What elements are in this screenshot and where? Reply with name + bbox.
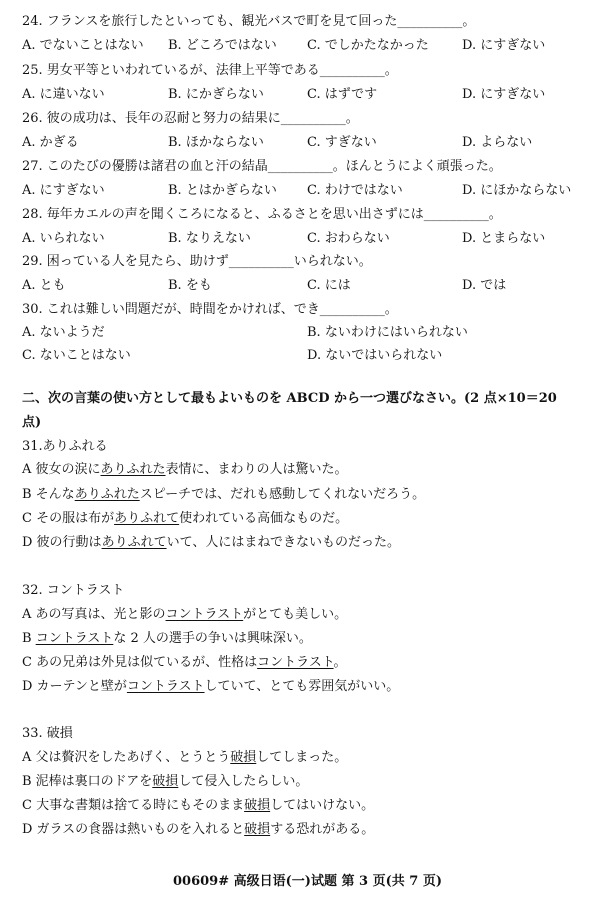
option-a: A. にすぎない xyxy=(22,183,105,198)
usage-option: A あの写真は、光と影のコントラストがとても美しい。 xyxy=(22,607,348,622)
option-d: D. とまらない xyxy=(462,231,546,246)
target-word: 破損 xyxy=(244,822,271,837)
option-b: B. ないわけにはいられない xyxy=(307,325,468,340)
target-word: ありふれて xyxy=(114,511,180,526)
question-25: 25. 男女平等といわれているが、法律上平等である__________。 xyxy=(22,63,398,78)
option-c: C. すぎない xyxy=(307,135,377,150)
target-word: 破損 xyxy=(244,798,271,813)
usage-option: C あの兄弟は外見は似ているが、性格はコントラスト。 xyxy=(22,655,347,670)
section-2-heading-cont: 点) xyxy=(22,415,42,430)
target-word: コントラスト xyxy=(257,655,334,670)
option-d: D. にほかならない xyxy=(462,183,572,198)
target-word: 破損 xyxy=(152,774,179,789)
usage-option: A 父は贅沢をしたあげく、とうとう破損してしまった。 xyxy=(22,750,348,765)
usage-option: A 彼女の涙にありふれた表情に、まわりの人は驚いた。 xyxy=(22,462,348,477)
option-b: B. なりえない xyxy=(168,231,251,246)
option-d: D. にすぎない xyxy=(462,38,546,53)
usage-option: B コントラストな 2 人の選手の争いは興味深い。 xyxy=(22,631,312,646)
usage-option: B 泥棒は裏口のドアを破損して侵入したらしい。 xyxy=(22,774,309,789)
option-d: D. にすぎない xyxy=(462,87,546,102)
question-24: 24. フランスを旅行したといっても、観光バスで町を見て回った__________。 xyxy=(22,14,476,29)
option-c: C. には xyxy=(307,278,351,293)
usage-option: C 大事な書類は捨てる時にもそのまま破損してはいけない。 xyxy=(22,798,375,813)
question-29: 29. 困っている人を見たら、助けず__________いられない。 xyxy=(22,254,372,269)
option-b: B. をも xyxy=(168,278,212,293)
option-a: A. かぎる xyxy=(22,135,79,150)
option-b: B. ほかならない xyxy=(168,135,264,150)
target-word: コントラスト xyxy=(165,607,244,622)
question-32-title: 32. コントラスト xyxy=(22,583,125,598)
option-a: A. とも xyxy=(22,278,66,293)
option-a: A. いられない xyxy=(22,231,105,246)
option-c: C. でしかたなかった xyxy=(307,38,429,53)
question-33-title: 33. 破損 xyxy=(22,726,73,741)
question-28: 28. 毎年カエルの声を聞くころになると、ふるさとを思い出さずには__________。 xyxy=(22,207,502,222)
option-d: D. ないではいられない xyxy=(307,348,443,363)
target-word: ありふれて xyxy=(101,535,167,550)
target-word: ありふれた xyxy=(74,487,140,502)
target-word: コントラスト xyxy=(35,631,114,646)
usage-option: B そんなありふれたスピーチでは、だれも感動してくれないだろう。 xyxy=(22,487,426,502)
target-word: 破損 xyxy=(230,750,257,765)
option-d: D. よらない xyxy=(462,135,533,150)
usage-option: D ガラスの食器は熱いものを入れると破損する恐れがある。 xyxy=(22,822,375,837)
option-a: A. ないようだ xyxy=(22,325,105,340)
target-word: ありふれた xyxy=(100,462,166,477)
section-2-heading: 二、次の言葉の使い方として最もよいものを ABCD から一つ選びなさい。(2 点×10＝20 xyxy=(22,391,557,406)
option-c: C. おわらない xyxy=(307,231,390,246)
question-30: 30. これは難しい問題だが、時間をかければ、でき__________。 xyxy=(22,302,398,317)
option-d: D. では xyxy=(462,278,507,293)
option-c: C. はずです xyxy=(307,87,378,102)
option-c: C. ないことはない xyxy=(22,348,131,363)
page-footer: 00609# 高级日语(一)试题 第 3 页(共 7 页) xyxy=(173,874,442,889)
option-b: B. どころではない xyxy=(168,38,277,53)
option-c: C. わけではない xyxy=(307,183,403,198)
option-b: B. とはかぎらない xyxy=(168,183,277,198)
target-word: コントラスト xyxy=(126,679,205,694)
question-27: 27. このたびの優勝は諸君の血と汗の結晶__________。ほんとうによく頑張った。 xyxy=(22,159,502,174)
option-a: A. でないことはない xyxy=(22,38,144,53)
usage-option: C その服は布がありふれて使われている高価なものだ。 xyxy=(22,511,349,526)
question-31-title: 31.ありふれる xyxy=(22,439,108,454)
usage-option: D 彼の行動はありふれていて、人にはまねできないものだった。 xyxy=(22,535,400,550)
question-26: 26. 彼の成功は、長年の忍耐と努力の結果に__________。 xyxy=(22,111,359,126)
usage-option: D カーテンと壁がコントラストしていて、とても雰囲気がいい。 xyxy=(22,679,400,694)
option-b: B. にかぎらない xyxy=(168,87,264,102)
option-a: A. に違いない xyxy=(22,87,105,102)
